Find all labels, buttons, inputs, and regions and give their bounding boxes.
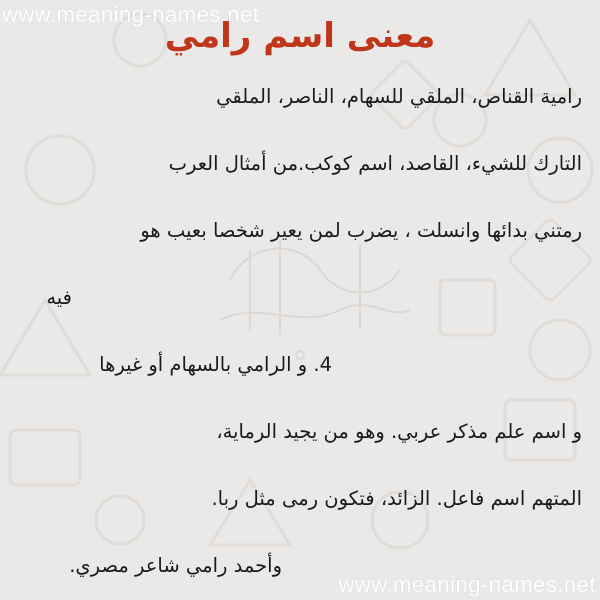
text-line: وأحمد رامي شاعر مصري. bbox=[69, 554, 282, 577]
watermark-bottom: www.meaning-names.net bbox=[338, 572, 596, 597]
text-line: التارك للشيء، القاصد، اسم كوكب.من أمثال العرب bbox=[168, 152, 582, 175]
text-line: رمتني بدائها وانسلت ، يضرب لمن يعير شخصا بعيب هو bbox=[140, 219, 582, 242]
text-line: رامية القناص، الملقي للسهام، الناصر، الملقي bbox=[216, 85, 582, 108]
page-title: معنى اسم رامي bbox=[164, 16, 436, 56]
text-line: المتهم اسم فاعل. الزائد، فتكون رمى مثل ربا. bbox=[211, 487, 582, 510]
watermark-top: www.meaning-names.net bbox=[2, 2, 260, 27]
meaning-text-block bbox=[24, 80, 582, 600]
text-line: فيه bbox=[46, 286, 72, 309]
text-line: و اسم علم مذكر عربي. وهو من يجيد الرماية، bbox=[216, 420, 582, 443]
text-line: 4. و الرامي بالسهام أو غيرها bbox=[99, 353, 332, 376]
